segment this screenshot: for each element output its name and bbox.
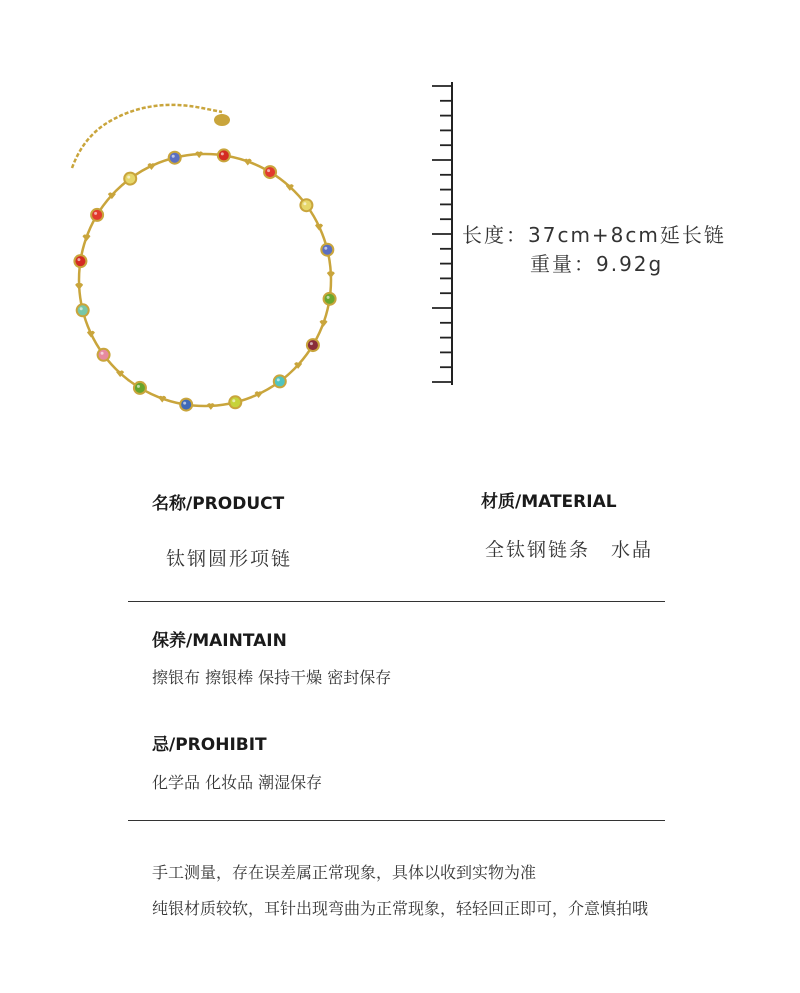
weight-spec: 重量：9.92g bbox=[530, 252, 664, 276]
divider bbox=[128, 820, 665, 821]
stone-highlight bbox=[324, 247, 327, 250]
crystal-stone bbox=[275, 376, 285, 386]
crystal-stone bbox=[322, 245, 332, 255]
crystal-stone bbox=[135, 383, 145, 393]
stone-highlight bbox=[94, 212, 97, 215]
necklace-image bbox=[62, 80, 372, 420]
stone-highlight bbox=[310, 342, 313, 345]
stone-highlight bbox=[277, 378, 280, 381]
stone-highlight bbox=[183, 402, 186, 405]
length-spec: 长度：37cm+8cm延长链 bbox=[462, 223, 726, 247]
prohibit-value: 化学品 化妆品 潮湿保存 bbox=[152, 773, 323, 792]
heart-charm bbox=[82, 234, 90, 241]
heart-charm bbox=[75, 283, 83, 290]
maintain-heading: 保养/MAINTAIN bbox=[152, 631, 287, 651]
material-value: 全钛钢链条 水晶 bbox=[485, 539, 654, 561]
stone-highlight bbox=[267, 169, 270, 172]
heart-charm bbox=[315, 224, 323, 231]
note-line: 手工测量，存在误差属正常现象，具体以收到实物为准 bbox=[152, 863, 537, 882]
stone-highlight bbox=[303, 202, 306, 205]
crystal-stone bbox=[181, 400, 191, 410]
crystal-stone bbox=[78, 305, 88, 315]
heart-charm bbox=[327, 271, 335, 278]
crystal-stone bbox=[219, 150, 229, 160]
chain-ring bbox=[79, 154, 331, 406]
note-line: 纯银材质较软，耳针出现弯曲为正常现象，轻轻回正即可，介意慎拍哦 bbox=[152, 899, 649, 918]
heart-charm bbox=[320, 320, 328, 327]
crystal-stone bbox=[170, 153, 180, 163]
stone-highlight bbox=[172, 155, 175, 158]
stone-highlight bbox=[137, 385, 140, 388]
stone-highlight bbox=[80, 307, 83, 310]
divider bbox=[128, 601, 665, 602]
crystal-stone bbox=[92, 210, 102, 220]
stone-highlight bbox=[221, 152, 224, 155]
crystal-stone bbox=[301, 200, 311, 210]
stone-highlight bbox=[327, 296, 330, 299]
crystal-stone bbox=[75, 256, 85, 266]
stone-highlight bbox=[101, 352, 104, 355]
product-value: 钛钢圆形项链 bbox=[166, 548, 293, 570]
maintain-value: 擦银布 擦银棒 保持干燥 密封保存 bbox=[152, 668, 392, 687]
crystal-stone bbox=[125, 174, 135, 184]
crystal-stone bbox=[308, 340, 318, 350]
crystal-stone bbox=[230, 397, 240, 407]
stone-highlight bbox=[232, 399, 235, 402]
material-heading: 材质/MATERIAL bbox=[481, 492, 617, 512]
clasp bbox=[214, 114, 230, 126]
crystal-stone bbox=[265, 167, 275, 177]
product-heading: 名称/PRODUCT bbox=[152, 494, 285, 514]
stone-highlight bbox=[77, 258, 80, 261]
crystal-stone bbox=[99, 350, 109, 360]
prohibit-heading: 忌/PROHIBIT bbox=[152, 735, 267, 755]
extension-chain bbox=[72, 105, 222, 168]
stone-highlight bbox=[127, 176, 130, 179]
crystal-stone bbox=[325, 294, 335, 304]
necklace-chain bbox=[72, 105, 337, 412]
